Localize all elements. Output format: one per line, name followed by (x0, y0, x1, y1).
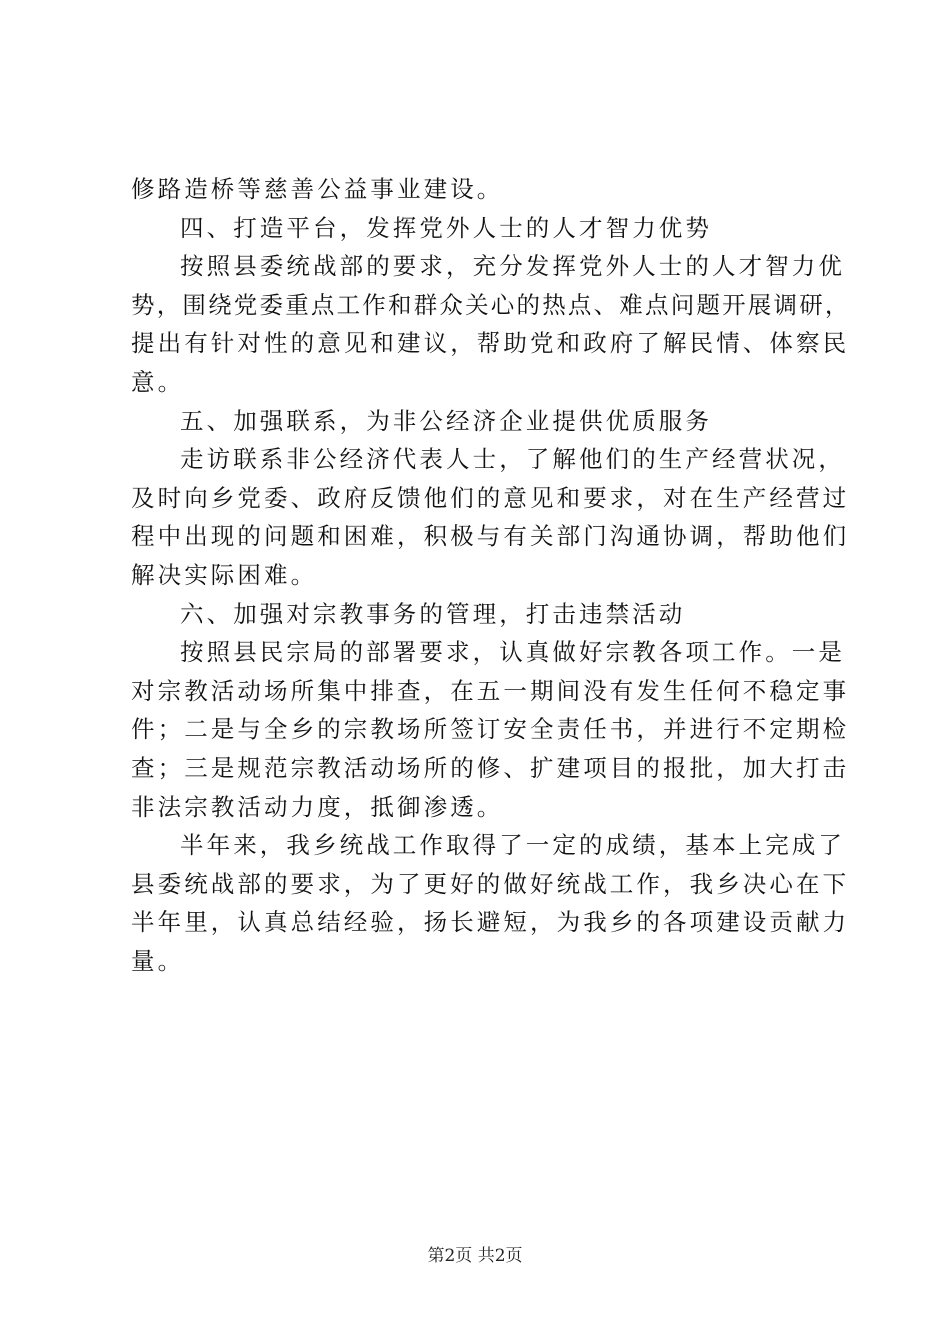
text-line: 走访联系非公经济代表人士，了解他们的生产经营状况， (180, 445, 845, 474)
text-line: 件；二是与全乡的宗教场所签订安全责任书，并进行不定期检 (131, 715, 850, 744)
page-number-footer: 第2页 共2页 (427, 1246, 523, 1266)
text-line: 按照县民宗局的部署要求，认真做好宗教各项工作。一是 (180, 638, 845, 667)
text-line: 半年来，我乡统战工作取得了一定的成绩，基本上完成了 (180, 831, 845, 860)
text-line: 对宗教活动场所集中排查，在五一期间没有发生任何不稳定事 (131, 676, 850, 705)
text-line: 解决实际困难。 (131, 560, 318, 589)
text-line: 势，围绕党委重点工作和群众关心的热点、难点问题开展调研， (131, 290, 851, 319)
text-line: 程中出现的问题和困难，积极与有关部门沟通协调，帮助他们 (131, 522, 850, 551)
text-line: 意。 (131, 367, 185, 396)
section-heading-4: 四、打造平台，发挥党外人士的人才智力优势 (180, 213, 712, 242)
text-line: 修路造桥等慈善公益事业建设。 (131, 175, 504, 203)
text-line: 及时向乡党委、政府反馈他们的意见和要求，对在生产经营过 (131, 483, 850, 512)
text-line: 量。 (131, 946, 185, 975)
section-heading-5: 五、加强联系，为非公经济企业提供优质服务 (180, 406, 712, 435)
text-line: 半年里，认真总结经验，扬长避短，为我乡的各项建设贡献力 (131, 908, 850, 937)
text-line: 按照县委统战部的要求，充分发挥党外人士的人才智力优 (180, 252, 845, 281)
text-line: 非法宗教活动力度，抵御渗透。 (131, 792, 504, 821)
text-line: 县委统战部的要求，为了更好的做好统战工作，我乡决心在下 (131, 869, 850, 898)
document-body (131, 170, 851, 980)
text-line: 查；三是规范宗教活动场所的修、扩建项目的报批，加大打击 (131, 753, 850, 782)
text-line: 提出有针对性的意见和建议，帮助党和政府了解民情、体察民 (131, 329, 850, 358)
section-heading-6: 六、加强对宗教事务的管理，打击违禁活动 (180, 599, 686, 628)
